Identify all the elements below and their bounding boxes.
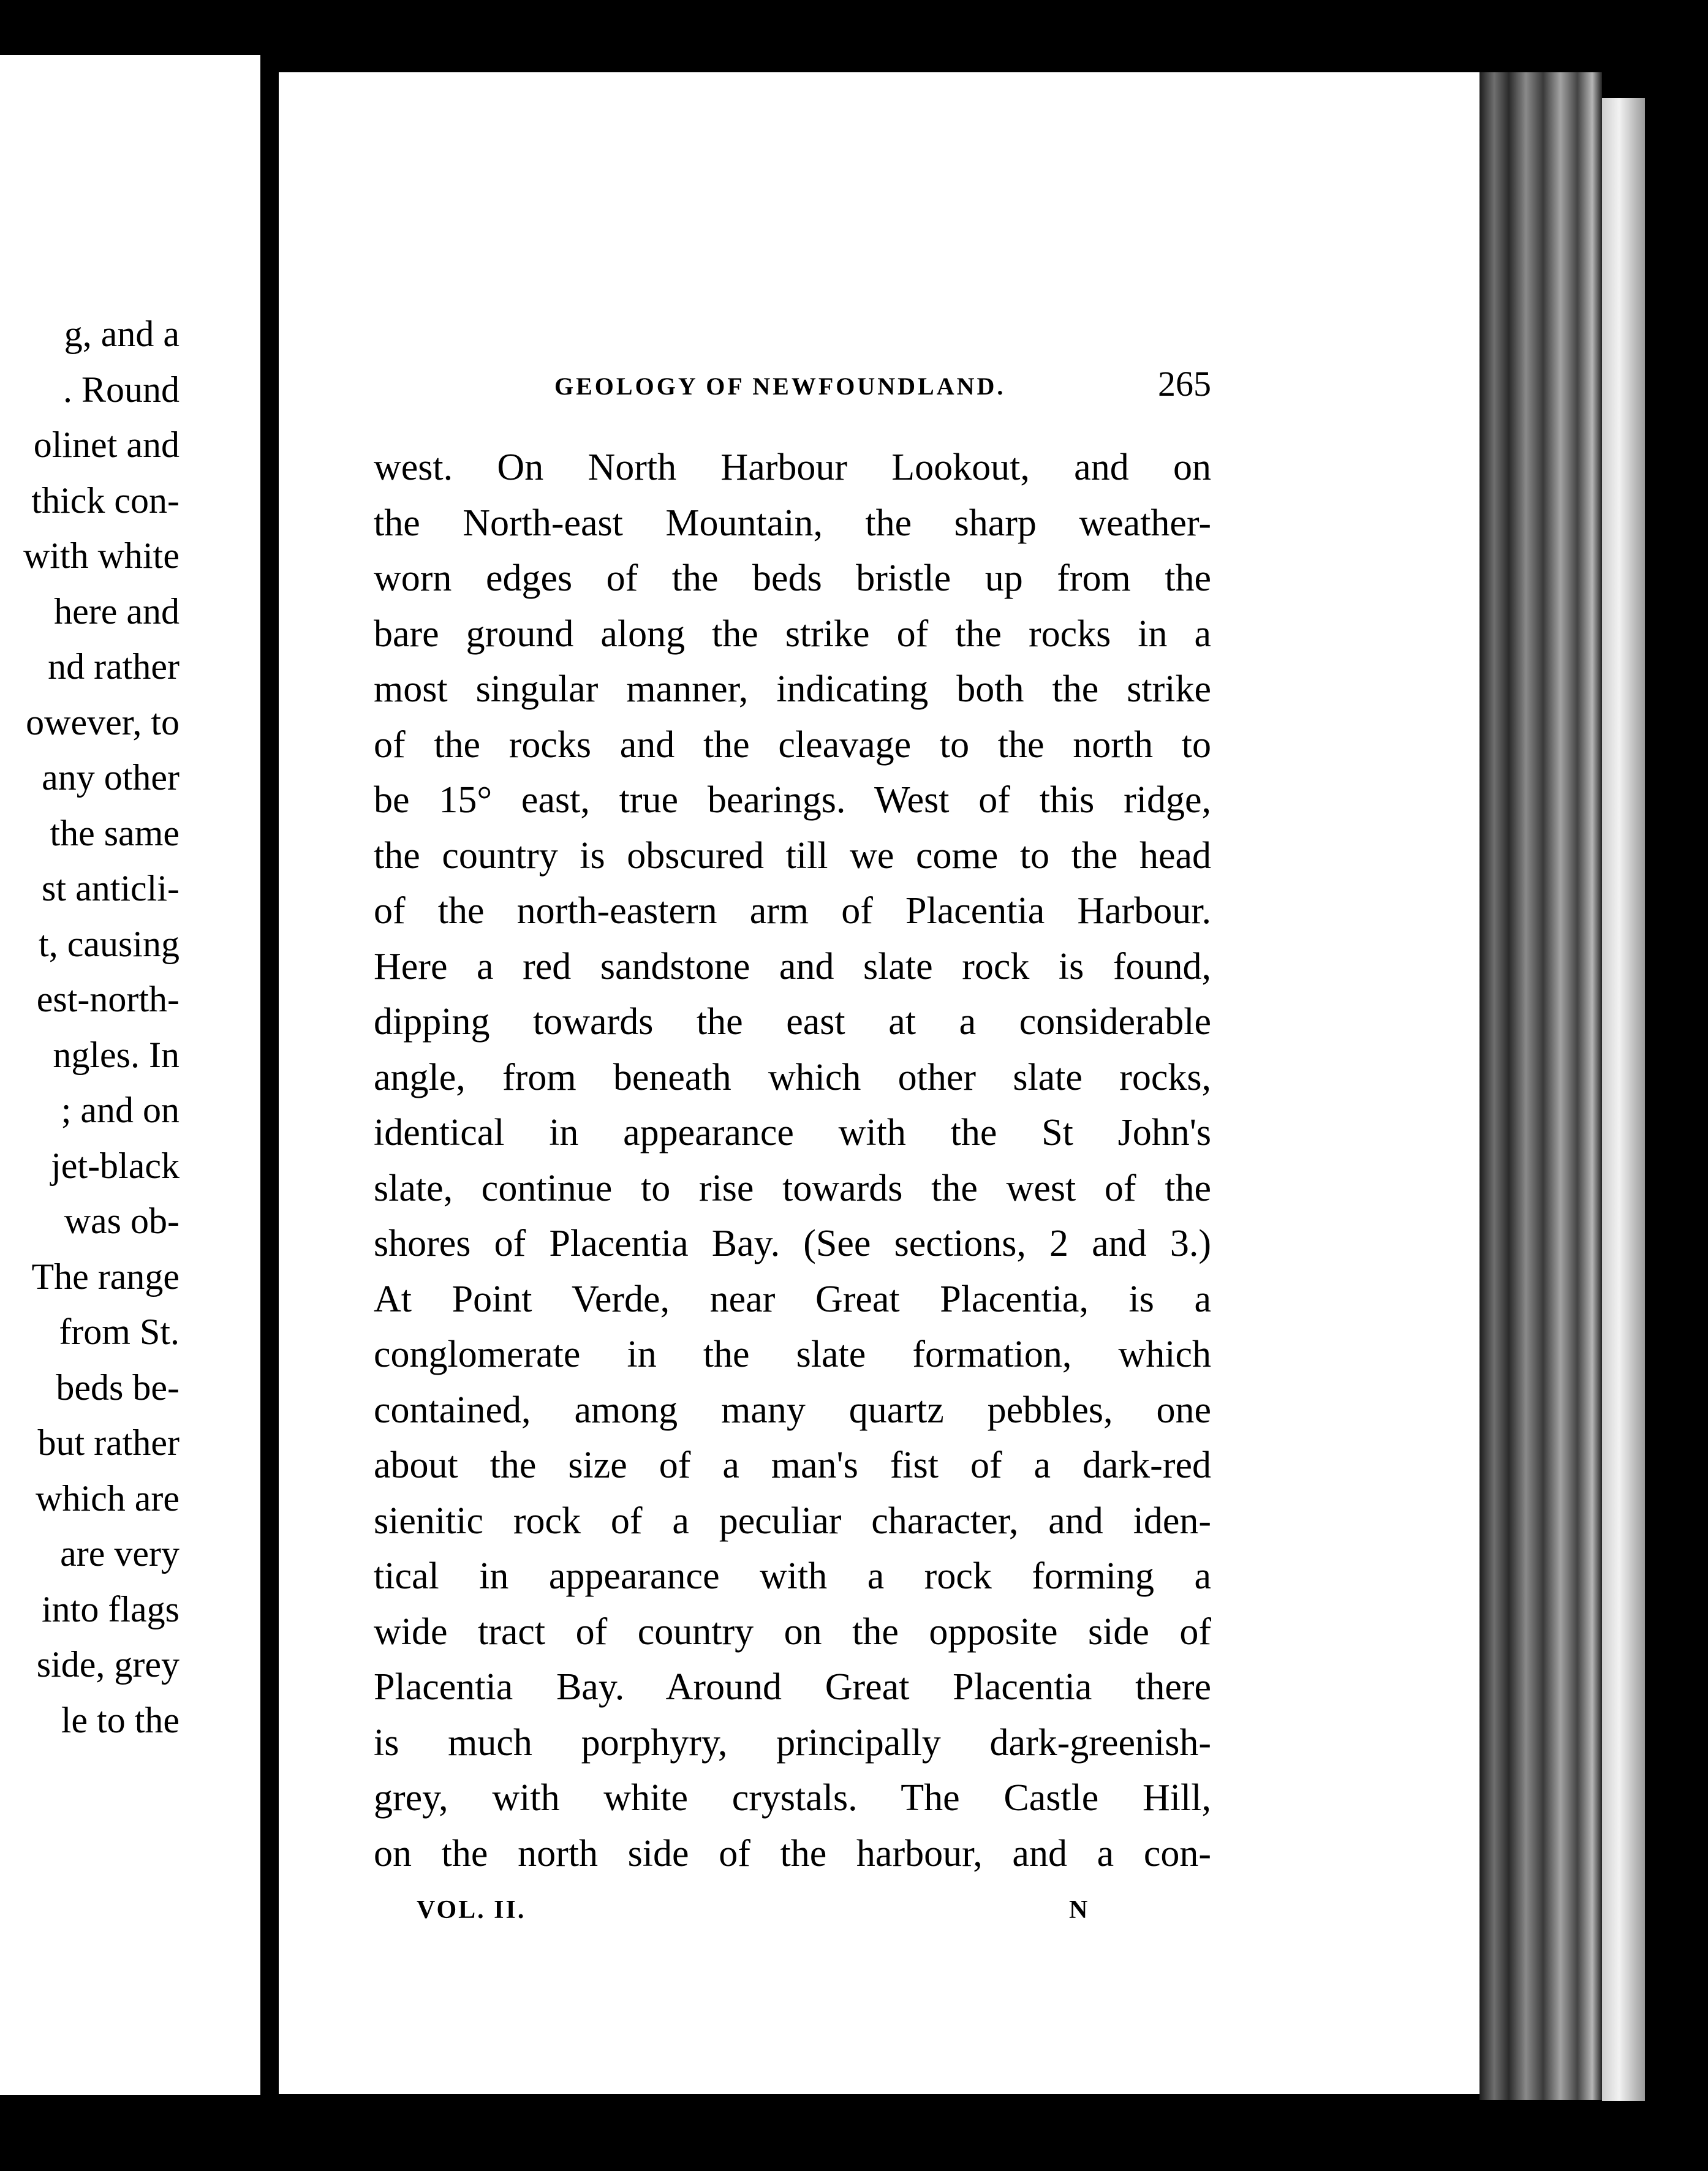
book-page [279, 72, 1479, 2094]
facing-page-line: g, and a [64, 314, 179, 354]
text-line: is much porphyry, principally dark-greenish- [374, 1721, 1211, 1764]
facing-page-line: olinet and [33, 425, 179, 465]
facing-page-line: from St. [59, 1312, 179, 1352]
facing-page-line: here and [54, 591, 179, 632]
text-line: bare ground along the strike of the rocks in a [374, 613, 1211, 655]
facing-page-line: with white [23, 535, 179, 576]
text-line: contained, among many quartz pebbles, one [374, 1389, 1211, 1431]
page-number: 265 [1158, 364, 1211, 404]
text-line: of the rocks and the cleavage to the north to [374, 723, 1211, 766]
facing-page-line: was ob- [64, 1201, 179, 1241]
text-line: At Point Verde, near Great Placentia, is a [374, 1278, 1211, 1320]
facing-page-line: thick con- [31, 480, 179, 521]
facing-page-line: side, grey [36, 1644, 179, 1685]
text-line: slate, continue to rise towards the west of the [374, 1167, 1211, 1209]
running-head: GEOLOGY OF NEWFOUNDLAND. [554, 372, 1006, 400]
facing-page-line: t, causing [39, 923, 179, 964]
page-gutter [260, 55, 279, 2095]
text-line: tical in appearance with a rock forming a [374, 1555, 1211, 1597]
text-line: the North-east Mountain, the sharp weather- [374, 502, 1211, 544]
facing-page-line: st anticli- [42, 868, 179, 908]
facing-page-line: are very [60, 1533, 179, 1574]
page-footer [279, 1889, 1479, 1931]
text-line: on the north side of the harbour, and a con- [374, 1832, 1211, 1875]
facing-page-line: . Round [62, 369, 179, 410]
facing-page-line: est-north- [36, 979, 179, 1019]
text-line: Here a red sandstone and slate rock is found, [374, 945, 1211, 987]
facing-page-line: jet-black [51, 1145, 179, 1186]
facing-page-line: le to the [61, 1699, 179, 1740]
page-block-edge [1479, 72, 1602, 2100]
text-line: shores of Placentia Bay. (See sections, 2 and 3.) [374, 1223, 1211, 1264]
facing-page-line: ngles. In [53, 1034, 179, 1075]
page-header [279, 365, 1479, 408]
facing-page-line: into flags [42, 1588, 179, 1629]
text-line: identical in appearance with the St John's [374, 1112, 1211, 1153]
text-line: sienitic rock of a peculiar character, and iden- [374, 1500, 1211, 1542]
text-line: dipping towards the east at a considerable [374, 1001, 1211, 1043]
text-line: conglomerate in the slate formation, which [374, 1334, 1211, 1375]
facing-page-line: the same [50, 812, 179, 853]
text-line: worn edges of the beds bristle up from the [374, 557, 1211, 599]
text-line: angle, from beneath which other slate rocks, [374, 1056, 1211, 1098]
facing-page-line: but rather [37, 1422, 179, 1463]
volume-label: VOL. II. [417, 1896, 526, 1924]
facing-page-line: ; and on [61, 1090, 179, 1130]
text-line: west. On North Harbour Lookout, and on [374, 447, 1211, 488]
text-line: the country is obscured till we come to the head [374, 834, 1211, 877]
facing-page-line: any other [42, 757, 179, 798]
text-line: about the size of a man's fist of a dark-red [374, 1444, 1211, 1486]
signature-mark: N [1069, 1896, 1088, 1924]
facing-page-fragment [0, 55, 260, 2095]
text-line: most singular manner, indicating both the strike [374, 668, 1211, 710]
facing-page-line: beds be- [56, 1367, 179, 1408]
facing-page-line: owever, to [26, 701, 179, 742]
text-line: grey, with white crystals. The Castle Hill, [374, 1777, 1211, 1819]
text-line: wide tract of country on the opposite side of [374, 1610, 1211, 1653]
text-line: Placentia Bay. Around Great Placentia there [374, 1666, 1211, 1708]
facing-page-line: which are [36, 1478, 179, 1519]
text-line: be 15° east, true bearings. West of this ridge, [374, 779, 1211, 821]
body-text [374, 440, 1211, 1881]
text-line: of the north-eastern arm of Placentia Harbour. [374, 890, 1211, 932]
facing-page-line: The range [31, 1256, 179, 1297]
book-cover-edge [1602, 98, 1645, 2101]
facing-page-line: nd rather [48, 646, 179, 687]
